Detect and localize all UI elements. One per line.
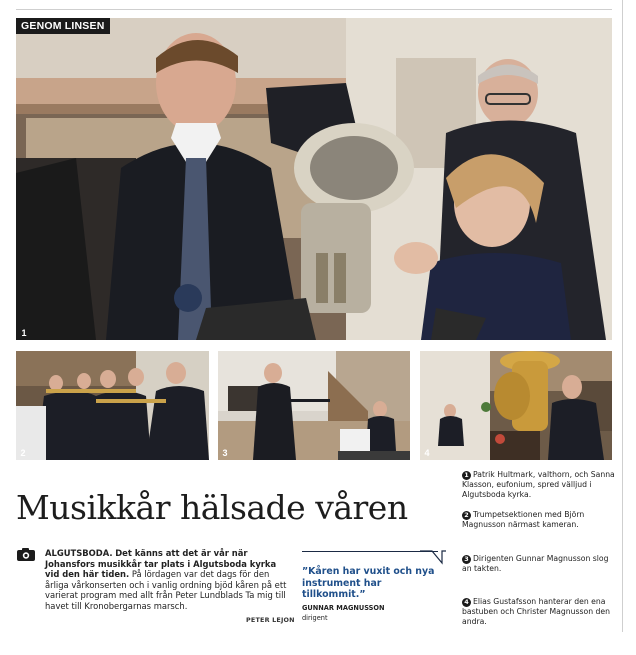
- caption-text: Patrik Hultmark, valthorn, och Sanna Klasson, eufonium, spred välljud i Algutsboda kyrka.: [462, 470, 615, 499]
- caption-number: 2: [462, 511, 471, 520]
- caption-number: 4: [462, 598, 471, 607]
- photo-number-1: 1: [21, 328, 27, 338]
- caption-text: Elias Gustafsson hanterar den ena bastuben och Christer Magnusson den andra.: [462, 597, 611, 626]
- photo-bass-tubas: [420, 351, 612, 460]
- column-divider: [622, 0, 623, 632]
- photographer-credit: PETER LEJON: [246, 616, 295, 624]
- main-photo-scene: [16, 18, 612, 340]
- photo-conductor: [218, 351, 410, 460]
- pull-quote: ”Kåren har vuxit och nya instrument har tillkommit.”: [302, 566, 435, 601]
- article-dateline: ALGUTSBODA.: [45, 548, 113, 558]
- photo-3-scene: [218, 351, 410, 460]
- top-divider: [16, 9, 612, 10]
- main-photo: [16, 18, 612, 340]
- caption-number: 3: [462, 555, 471, 564]
- photo-4-scene: [420, 351, 612, 460]
- quote-attribution-role: dirigent: [302, 614, 328, 622]
- caption-2: [462, 510, 616, 530]
- article-text: På lördagen var det dags för den årliga vårkonserten och i vanlig ordning bjöd kåren på ett varierat program med allt från Peter Lundblads Ta mig till havet till Kronobergarnas marsch.: [45, 569, 287, 611]
- caption-text: Dirigenten Gunnar Magnusson slog an takten.: [462, 554, 609, 573]
- photo-2-scene: [16, 351, 209, 460]
- article-lead: Det känns att det är vår när Johansfors musikkår tar plats i Algutsboda kyrka vid den här tiden.: [45, 548, 277, 580]
- caption-text: Trumpetsektionen med Björn Magnusson närmast kameran.: [462, 510, 585, 529]
- quote-rule: [302, 551, 438, 552]
- photo-number-3: 3: [222, 448, 228, 458]
- article-headline: Musikkår hälsade våren: [16, 488, 408, 527]
- photo-number-2: 2: [20, 448, 26, 458]
- quote-bubble-corner: [420, 549, 446, 567]
- camera-icon: [17, 548, 35, 561]
- caption-3: [462, 554, 616, 574]
- caption-4: [462, 597, 616, 627]
- article-body: [45, 548, 293, 612]
- caption-1: [462, 470, 616, 500]
- photo-number-4: 4: [424, 448, 430, 458]
- caption-number: 1: [462, 471, 471, 480]
- section-tag: GENOM LINSEN: [16, 18, 110, 34]
- quote-attribution-name: GUNNAR MAGNUSSON: [302, 604, 385, 612]
- photo-trumpet-section: [16, 351, 209, 460]
